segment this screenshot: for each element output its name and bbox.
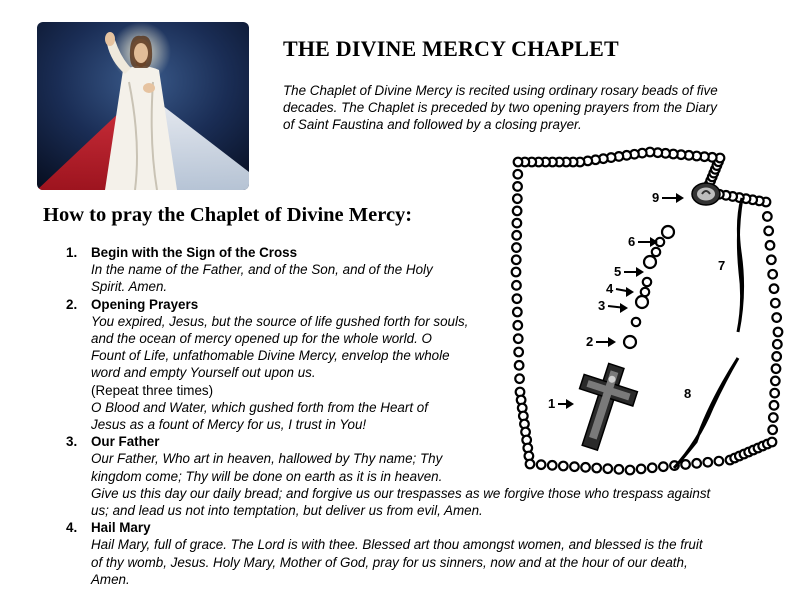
rosary-bead <box>659 462 668 471</box>
rosary-bead <box>512 231 521 240</box>
step-number: 2. <box>66 296 78 312</box>
arrow-head-icon <box>608 337 616 347</box>
rosary-bead <box>641 288 649 296</box>
rosary-number-label: 4 <box>606 281 614 296</box>
prayer-stroke-7 <box>738 198 743 332</box>
step-number: 4. <box>66 520 78 536</box>
rosary-number-label: 6 <box>628 234 636 249</box>
step-number: 3. <box>66 434 78 450</box>
arrow-head-icon <box>676 193 684 203</box>
rosary-number-label: 3 <box>598 298 606 313</box>
section-heading: How to pray the Chaplet of Divine Mercy: <box>43 204 413 226</box>
rosary-bead <box>768 438 777 447</box>
step-text-line: Jesus as a fount of Mercy for us, I trust in You! <box>91 417 367 433</box>
step-title: Begin with the Sign of the Cross <box>91 245 298 260</box>
rosary-number-label: 7 <box>718 258 726 273</box>
rosary-bead <box>768 425 777 434</box>
step-text-line: Hail Mary, full of grace. The Lord is with thee. Blessed art thou amongst women, and blessed is the fruit <box>91 537 703 553</box>
crucifix-icon <box>563 357 643 456</box>
intro-paragraph <box>283 82 783 133</box>
rosary-bead <box>773 340 782 349</box>
rosary-bead <box>766 241 775 250</box>
step-text-line: In the name of the Father, and of the Son, and of the Holy <box>91 262 433 278</box>
step-text-line: of thy womb, Jesus. Holy Mary, Mother of God, pray for us sinners, now and at the hour of our death, <box>91 554 688 570</box>
step-text-line: Give us this day our daily bread; and forgive us our trespasses as we forgive those who trespass against <box>91 485 711 501</box>
step-text-line: Spirit. Amen. <box>91 279 168 295</box>
rosary-number-label: 2 <box>586 334 594 349</box>
rosary-bead <box>763 212 772 221</box>
medal-icon <box>692 183 720 205</box>
rosary-bead <box>615 465 624 474</box>
rosary-bead <box>513 294 522 303</box>
step-text-line: Fount of Life, unfathomable Divine Mercy, envelop the whole <box>91 348 450 364</box>
rosary-bead <box>643 278 651 286</box>
rosary-bead <box>767 255 776 264</box>
intro-line: of Saint Faustina and followed by a closing prayer. <box>283 117 582 132</box>
rosary-bead <box>626 466 635 475</box>
rosary-bead <box>526 460 535 469</box>
rosary-bead <box>537 460 546 469</box>
rosary-bead-large <box>624 336 636 348</box>
rosary-bead-large <box>644 256 656 268</box>
rosary-number-label: 5 <box>614 264 622 279</box>
rosary-bead <box>772 352 781 361</box>
rosary-bead <box>681 460 690 469</box>
rosary-bead <box>513 321 522 330</box>
rosary-bead-large <box>662 226 674 238</box>
rosary-bead <box>772 313 781 322</box>
rosary-bead <box>771 377 780 386</box>
rosary-bead <box>774 328 783 337</box>
rosary-bead <box>559 462 568 471</box>
rosary-bead <box>703 458 712 467</box>
rosary-bead <box>514 334 523 343</box>
step-text-line: us; and lead us not into temptation, but deliver us from evil, Amen. <box>91 503 483 519</box>
step-text-line: and the ocean of mercy opened up for the whole world. O <box>91 331 432 347</box>
rosary-bead <box>515 374 524 383</box>
rosary-bead <box>637 465 646 474</box>
intro-line: The Chaplet of Divine Mercy is recited using ordinary rosary beads of five <box>283 83 718 98</box>
rosary-number-label: 8 <box>684 386 692 401</box>
prayer-stroke-8 <box>674 358 738 468</box>
divine-mercy-image <box>37 22 249 190</box>
rosary-bead <box>513 194 522 203</box>
step-text-line: O Blood and Water, which gushed forth from the Heart of <box>91 399 428 415</box>
step-title: Our Father <box>91 434 160 450</box>
rosary-bead <box>648 463 657 472</box>
rosary-bead <box>769 413 778 422</box>
rosary-bead <box>513 219 522 228</box>
step-text-line: kingdom come; Thy will be done on earth as it is in heaven. <box>91 468 443 484</box>
rosary-bead <box>768 270 777 279</box>
rosary-bead <box>514 158 523 167</box>
rosary-bead <box>692 459 701 468</box>
rosary-bead <box>764 227 773 236</box>
rosary-bead <box>632 318 640 326</box>
rosary-bead <box>770 389 779 398</box>
rosary-bead <box>771 299 780 308</box>
rosary-bead <box>772 364 781 373</box>
rosary-diagram <box>500 142 790 482</box>
arrow-head-icon <box>566 399 574 409</box>
rosary-bead <box>513 182 522 191</box>
rosary-bead <box>512 268 521 277</box>
rosary-number-label: 9 <box>652 190 660 205</box>
rosary-bead-large <box>636 296 648 308</box>
rosary-bead <box>515 361 524 370</box>
step-title: Hail Mary <box>91 520 151 536</box>
rosary-bead <box>513 207 522 216</box>
rosary-bead <box>513 308 522 317</box>
step-title: Opening Prayers <box>91 296 199 312</box>
arrow-head-icon <box>620 303 628 313</box>
rosary-bead <box>548 461 557 470</box>
page-title: THE DIVINE MERCY CHAPLET <box>283 36 619 61</box>
step-text-line: Our Father, Who art in heaven, hallowed by Thy name; Thy <box>91 451 443 467</box>
arrow-head-icon <box>626 287 634 297</box>
step-text-line: Amen. <box>91 571 130 587</box>
step-text-line: (Repeat three times) <box>91 382 214 398</box>
intro-line: decades. The Chaplet is preceded by two opening prayers from the Diary <box>283 100 717 115</box>
rosary-bead <box>770 284 779 293</box>
rosary-bead <box>770 401 779 410</box>
rosary-bead <box>512 255 521 264</box>
rosary-bead <box>603 464 612 473</box>
rosary-number-label: 1 <box>548 396 556 411</box>
step-item <box>66 519 786 588</box>
rosary-bead <box>512 243 521 252</box>
step-text-line: word and empty Yourself out upon us. <box>91 365 316 381</box>
rosary-bead <box>581 463 590 472</box>
arrow-head-icon <box>636 267 644 277</box>
step-text-line: You expired, Jesus, but the source of life gushed forth for souls, <box>91 313 469 329</box>
rosary-bead <box>652 248 660 256</box>
rosary-bead <box>592 464 601 473</box>
step-number: 1. <box>66 245 78 260</box>
rosary-bead <box>512 281 521 290</box>
rosary-bead <box>513 170 522 179</box>
rosary-bead <box>514 348 523 357</box>
rosary-bead <box>570 462 579 471</box>
rosary-bead <box>715 457 724 466</box>
